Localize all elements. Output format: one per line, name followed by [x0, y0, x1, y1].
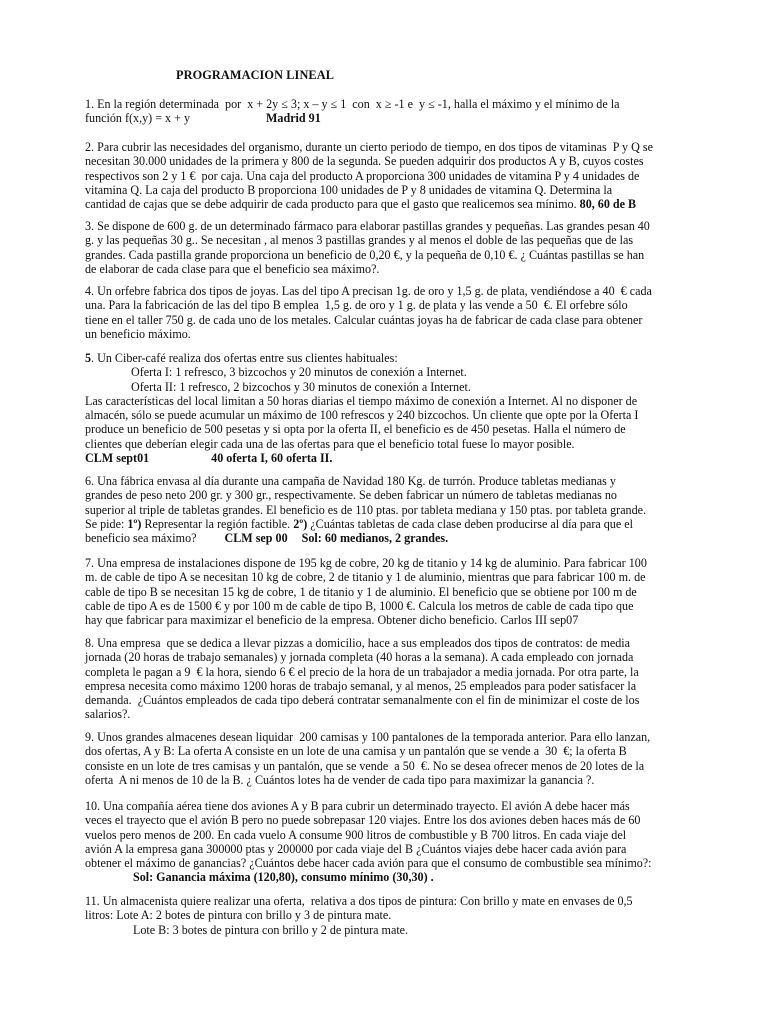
problem-10 [85, 799, 695, 885]
problem-2-line: respectivos son 2 y 1 € por caja. Una caja del producto A proporciona 300 unidades de vitamina P y 4 unidades de [85, 168, 640, 183]
problem-7-line: cable de tipo A es de 1500 € y por 100 m de cable de tipo B, 1000 €. Calcula los metros de cable de cada tipo que [85, 598, 634, 613]
problem-11-line: Lote B: 3 botes de pintura con brillo y 2 de pintura mate. [133, 922, 409, 937]
problem-9-line: oferta A ni menos de 10 de la B. ¿ Cuántos lotes ha de vender de cada tipo para maximizar la ganancia ?. [85, 772, 595, 787]
problem-4-line: una. Para la fabricación de las del tipo B emplea 1,5 g. de oro y 1 g. de plata y las vende a 50 €. El orfebre sólo [85, 298, 628, 313]
problem-6-part-1: 1º) [127, 516, 142, 531]
problem-5-offer-2: Oferta II: 1 refresco, 2 bizcochos y 30 minutos de conexión a Internet. [131, 379, 471, 394]
problem-8-line: completa le pagan a 9 € la hora, siendo 6 € el precio de la hora de un trabajador a media jornada. Por otra parte, la [85, 664, 639, 679]
problem-7-line: cable de tipo B se necesitan 15 kg de cobre, 1 de titanio y 1 de aluminio. El beneficio que se obtiene por 100 m de [85, 584, 637, 599]
problem-6-line: superior al triple de tabletas grandes. El beneficio es de 110 ptas. por tableta mediana y 150 ptas. por tableta grande. [85, 502, 647, 517]
problem-6-line: grandes de peso neto 200 gr. y 300 gr., respectivamente. Se deben fabricar un número de tabletas medianas no [85, 488, 617, 503]
problem-10-line: 10. Una compañía aérea tiene dos aviones A y B para cubrir un determinado trayecto. El avión A debe hacer más [85, 799, 630, 813]
problem-10-line: vuelos pero menos de 200. En cada vuelo A consume 900 litros de combustible y B 700 litros. En cada viaje del [85, 827, 627, 842]
problem-2-line [85, 197, 695, 211]
problem-8-line: jornada (20 horas de trabajo semanales) y jornada completa (40 horas a la semana). A cada empleado con jornada [85, 650, 634, 665]
problem-7-line: m. de cable de tipo A se necesitan 10 kg de cobre, 2 de titanio y 1 de aluminio, mientras que para fabricar 100 m. de [85, 570, 646, 585]
problem-8-line: 8. Una empresa que se dedica a llevar pizzas a domicilio, hace a sus empleados dos tipos de contratos: de media [85, 636, 631, 650]
problem-4-line: un beneficio máximo. [85, 326, 191, 341]
problem-11-line: litros: Lote A: 2 botes de pintura con brillo y 3 de pintura mate. [85, 908, 392, 923]
problem-9-line: consiste en un lote de tres camisas y un pantalón, que se vende a 50 €. No se desea ofrecer menos de 20 lotes de la [85, 758, 645, 773]
problem-8 [85, 636, 695, 722]
problem-5-line [85, 451, 695, 465]
problem-1-source: Madrid 91 [266, 111, 321, 126]
problem-2-line: vitamina Q. La caja del producto B proporciona 100 unidades de P y 8 unidades de vitamina Q. Determina la [85, 182, 613, 197]
problem-3-line: grandes. Cada pastilla grande proporciona un beneficio de 0,20 €, y la pequeña de 0,10 €. ¿ Cuántas pastillas se han [85, 247, 645, 262]
problem-9-line: dos ofertas, A y B: La oferta A consiste en un lote de una camisa y un pantalón que se vende a 30 €; la oferta B [85, 744, 627, 759]
problem-5-offer-1: Oferta I: 1 refresco, 3 bizcochos y 20 minutos de conexión a Internet. [131, 365, 467, 380]
problem-2-line: necesitan 30.000 unidades de la primera y 800 de la segunda. Se pueden adquirir dos productos A y B, cuyos costes [85, 154, 644, 169]
page-title: PROGRAMACION LINEAL [176, 68, 335, 82]
problem-1 [85, 97, 695, 126]
problem-2-line: 2. Para cubrir las necesidades del organismo, durante un cierto periodo de tiempo, en dos tipos de vitaminas P y Q se [85, 140, 653, 154]
problem-1-line: 1. En la región determinada por x + 2y ≤ 3; x – y ≤ 1 con x ≥ -1 e y ≤ -1, halla el máximo y el mínimo de la [85, 97, 620, 111]
problem-6-line [85, 531, 695, 545]
problem-5-source: CLM sept01 [85, 451, 150, 466]
problem-5-number: 5 [85, 351, 92, 365]
problem-10-line: veces el trayecto que el avión B pero no puede sobrepasar 120 viajes. Entre los dos aviones deben haces más de 60 [85, 813, 641, 828]
problem-6-line [85, 517, 695, 531]
problem-3 [85, 219, 695, 276]
problem-5-line: clientes que deberían elegir cada una de las ofertas para que el beneficio total fuese lo mayor posible. [85, 436, 575, 451]
problem-5-line: produce un beneficio de 500 pesetas y si opta por la oferta II, el beneficio es de 450 pesetas. Halla el número de [85, 422, 626, 437]
problem-6-solution: Sol: 60 medianos, 2 grandes. [301, 531, 449, 546]
problem-5-line: Las características del local limitan a 50 horas diarias el tiempo máximo de conexión a Internet. Al no disponer de [85, 393, 638, 408]
problem-4 [85, 284, 695, 341]
problem-7-line: 7. Una empresa de instalaciones dispone de 195 kg de cobre, 20 kg de titanio y 14 kg de aluminio. Para fabricar 100 [85, 556, 647, 570]
problem-3-line: g. y las pequeñas 30 g.. Se necesitan , al menos 3 pastillas grandes y al menos el doble de las pequeñas que de las [85, 233, 634, 248]
problem-5-solution: 40 oferta I, 60 oferta II. [211, 451, 333, 466]
problem-8-line: demanda. ¿Cuántos empleados de cada tipo deberá contratar semanalmente con el fin de minimizar el coste de los [85, 693, 640, 708]
problem-6-text: Se pide: [85, 516, 128, 531]
problem-6-text: beneficio sea máximo? [85, 531, 197, 546]
problem-9 [85, 730, 695, 787]
problem-4-line: 4. Un orfebre fabrica dos tipos de joyas. Las del tipo A precisan 1g. de oro y 1,5 g. de plata, vendiéndose a 40 € cada [85, 284, 652, 298]
problem-5-line [85, 351, 695, 365]
problem-6-text: ¿Cuántas tabletas de cada clase deben producirse al día para que el [307, 516, 633, 531]
problem-8-line: empresa necesita como máximo 1200 horas de trabajo semanal, y al menos, 25 empleados para poder satisfacer la [85, 678, 637, 693]
problem-6-text: Representar la región factible. [141, 516, 294, 531]
problem-5 [85, 351, 695, 465]
problem-10-line: obtener el máximo de ganancias? ¿Cuántos debe hacer cada avión para que el consumo de combustible sea mínimo?: [85, 856, 652, 871]
problem-2 [85, 140, 695, 211]
problem-11 [85, 894, 695, 937]
problem-9-line: 9. Unos grandes almacenes desean liquidar 200 camisas y 100 pantalones de la temporada anterior. Para ello lanzan, [85, 730, 651, 744]
problem-10-solution [85, 870, 695, 884]
problem-8-line: salarios?. [85, 707, 131, 722]
problem-6-source: CLM sep 00 [224, 531, 288, 546]
problem-3-line: de elaborar de cada clase para que el beneficio sea máximo?. [85, 261, 380, 276]
problem-10-solution-text: Sol: Ganancia máxima (120,80), consumo mínimo (30,30) . [133, 870, 434, 885]
problem-6-part-2: 2º) [293, 516, 308, 531]
problem-6-line: 6. Una fábrica envasa al día durante una campaña de Navidad 180 Kg. de turrón. Produce tabletas medianas y [85, 474, 616, 488]
problem-3-line: 3. Se dispone de 600 g. de un determinado fármaco para elaborar pastillas grandes y pequeñas. Las grandes pesan 40 [85, 219, 650, 233]
problem-2-text: cantidad de cajas que se debe adquirir de cada producto para que el gasto que realicemos sea mínimo. [85, 197, 580, 212]
problem-5-text: . Un Ciber-café realiza dos ofertas entre sus clientes habituales: [91, 351, 398, 365]
problem-7 [85, 556, 695, 627]
problem-10-line: avión A la empresa gana 300000 ptas y 200000 por cada viaje del B ¿Cuántos viajes debe hacer cada avión para [85, 841, 627, 856]
problem-2-solution: 80, 60 de B [579, 197, 637, 212]
problem-5-line: almacén, sólo se puede acumular un máximo de 100 refrescos y 240 bizcochos. Un cliente que opte por la Oferta I [85, 408, 639, 423]
problem-1-line [85, 111, 695, 125]
problem-1-text: función f(x,y) = x + y [85, 111, 190, 126]
problem-6 [85, 474, 695, 545]
problem-7-line: hay que fabricar para maximizar el beneficio de la empresa. Obtener dicho beneficio. Carlos III sep07 [85, 613, 579, 628]
problem-4-line: tiene en el taller 750 g. de cada uno de los metales. Calcular cuántas joyas ha de fabricar de cada clase para obtener [85, 312, 643, 327]
problem-11-line: 11. Un almacenista quiere realizar una oferta, relativa a dos tipos de pintura: Con brillo y mate en envases de 0,5 [85, 894, 633, 908]
